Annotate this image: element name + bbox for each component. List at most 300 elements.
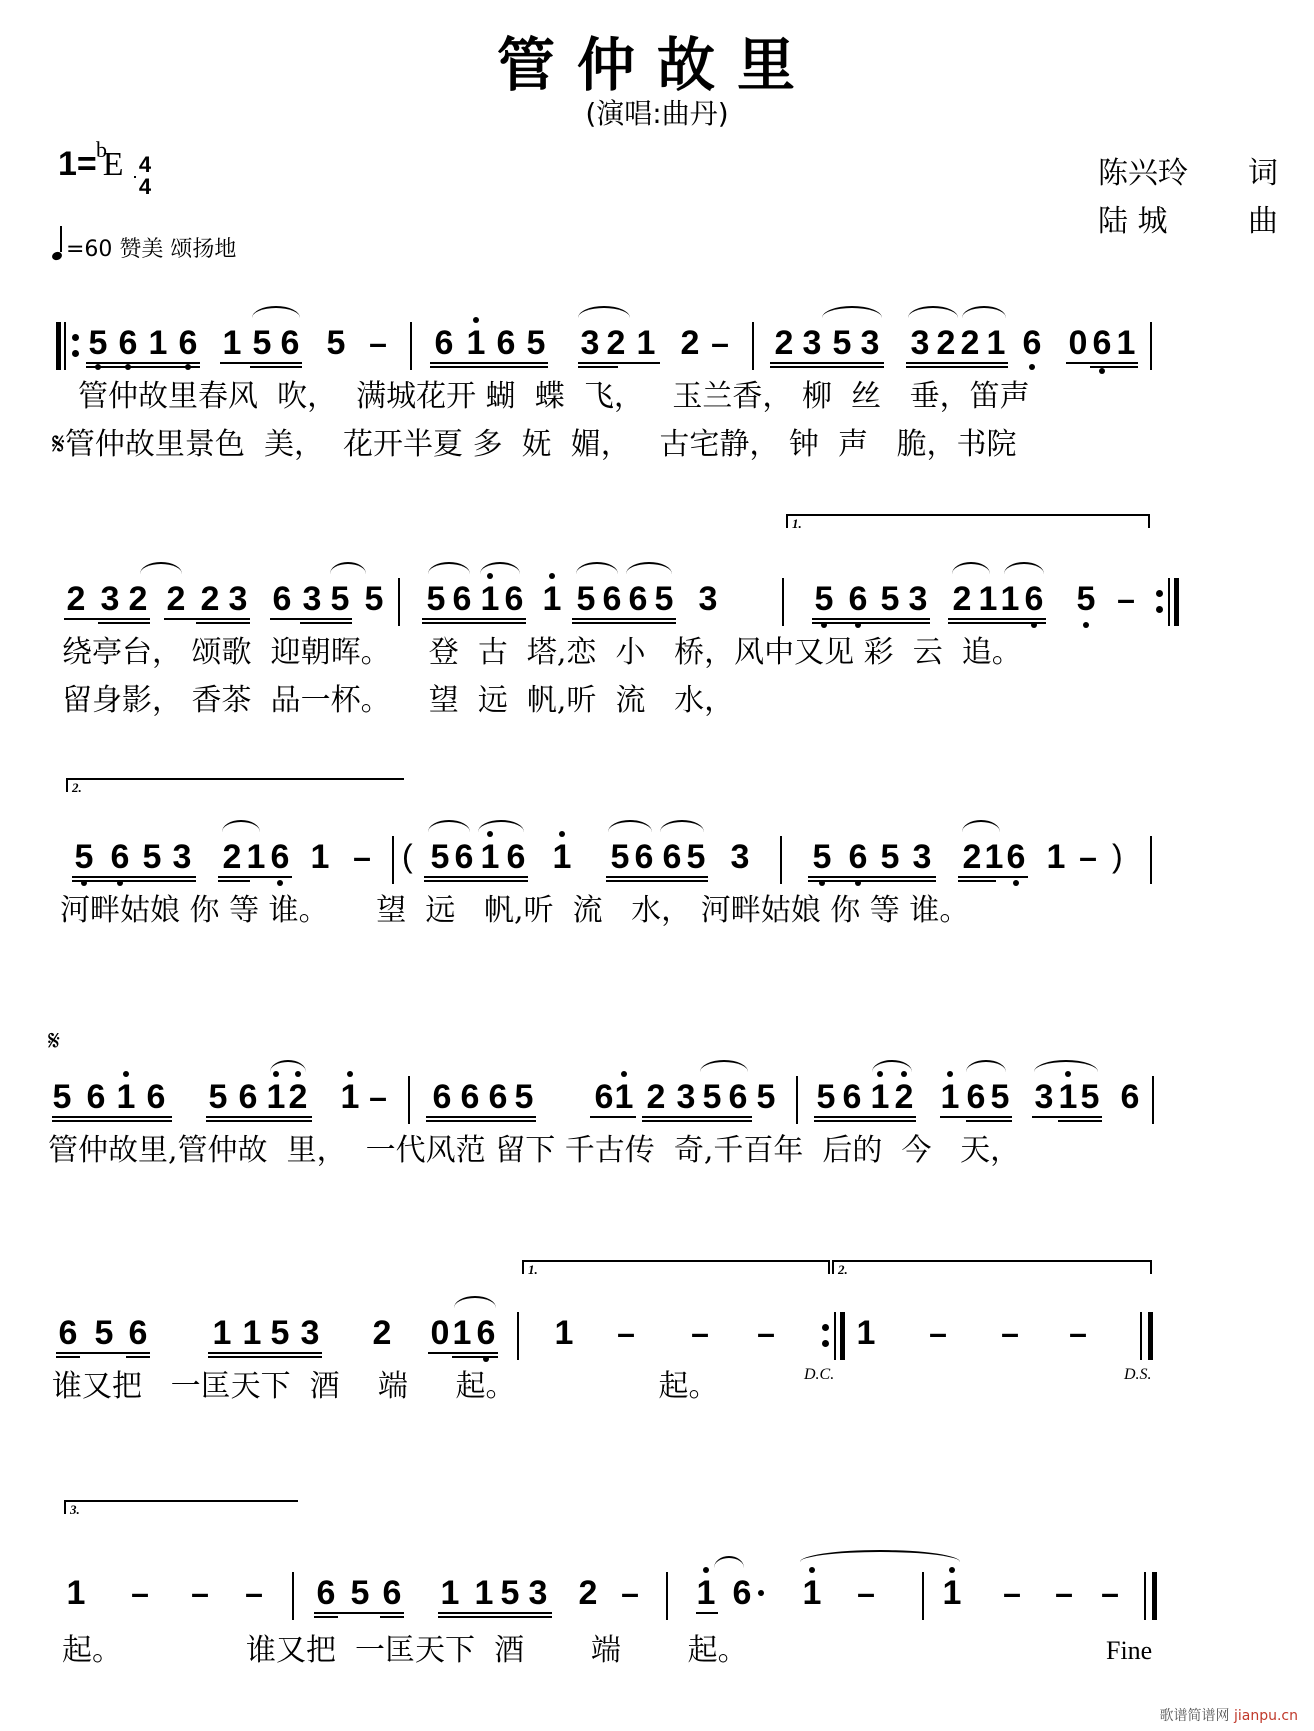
note: 6 <box>110 838 130 876</box>
barline <box>410 322 412 370</box>
note: 5 <box>1076 580 1096 618</box>
note: 1 <box>614 1078 634 1116</box>
volta-label: 2. <box>72 780 82 795</box>
beam-underline <box>220 362 302 364</box>
volta-label: 1. <box>792 516 802 531</box>
volta-label: 3. <box>70 1502 80 1517</box>
note: 3 <box>300 1314 320 1352</box>
dash-extender: – <box>1101 1575 1119 1611</box>
barline <box>1150 322 1152 370</box>
performer-subtitle: (演唱:曲丹) <box>585 97 729 130</box>
ds-marking: D.S. <box>1124 1366 1152 1383</box>
note: 5 <box>880 580 900 618</box>
octave-low-dot <box>1099 368 1105 374</box>
note: 2 <box>774 324 794 362</box>
slur-arc <box>578 306 630 318</box>
note: 5 <box>326 324 346 362</box>
slur-arc <box>576 562 618 574</box>
octave-high-dot <box>949 1567 955 1573</box>
note: 2 <box>894 1078 914 1116</box>
slur-arc <box>962 306 1006 318</box>
note: 5 <box>816 1078 836 1116</box>
beam-underline <box>814 1120 916 1122</box>
note: 1 <box>940 1078 960 1116</box>
beam-underline <box>808 880 936 882</box>
beam-underline <box>578 362 660 364</box>
slur-arc <box>140 562 182 574</box>
note: 6 <box>662 838 682 876</box>
note: 1 <box>222 324 242 362</box>
note: 6 <box>506 838 526 876</box>
note: 6 <box>602 580 622 618</box>
beam-underline <box>1090 366 1138 368</box>
thick-barline <box>840 1312 845 1360</box>
octave-high-dot <box>473 317 479 323</box>
beam-underline <box>380 1616 404 1618</box>
key-do: 1= <box>58 145 97 183</box>
dash-extender: – <box>929 1315 947 1351</box>
note: 5 <box>702 1078 722 1116</box>
dash-extender: – <box>1055 1575 1073 1611</box>
dash-extender: – <box>1079 839 1097 875</box>
note: 1 <box>474 1574 494 1612</box>
fine-marking: Fine <box>1106 1636 1153 1665</box>
beam-underline <box>1058 1120 1102 1122</box>
note: 1 <box>802 1574 822 1612</box>
barline <box>782 578 784 626</box>
volta-label: 1. <box>528 1262 538 1277</box>
repeat-dot <box>72 334 79 341</box>
repeat-dot <box>72 350 79 357</box>
beam-underline <box>206 1116 312 1118</box>
note: 5 <box>426 580 446 618</box>
note: 2 <box>128 580 148 618</box>
barline <box>408 1076 410 1124</box>
note: 2 <box>166 580 186 618</box>
note: 3 <box>910 324 930 362</box>
beam-underline <box>606 876 708 878</box>
beam-underline <box>906 362 1008 364</box>
dash-extender: – <box>369 1079 387 1115</box>
beam-underline <box>300 622 352 624</box>
note: 6 <box>966 1078 986 1116</box>
note: 1 <box>984 838 1004 876</box>
note: 2 <box>606 324 626 362</box>
lyric-verse1: 管仲故里春风 吹， 满城花开 蝴 蝶 飞， 玉兰香， 柳 丝 垂，笛声 <box>78 379 1030 414</box>
note: 6 <box>496 324 516 362</box>
volta-label: 2. <box>838 1262 848 1277</box>
flat-sign: b <box>96 137 107 162</box>
beam-underline <box>424 876 528 878</box>
note: 3 <box>100 580 120 618</box>
beam-underline <box>86 362 200 364</box>
note: 6 <box>146 1078 166 1116</box>
octave-high-dot <box>549 573 555 579</box>
note: 6 <box>58 1314 78 1352</box>
beam-underline <box>126 1356 150 1358</box>
slur-arc <box>714 1556 744 1568</box>
note: 3 <box>908 580 928 618</box>
note: 5 <box>500 1574 520 1612</box>
slur-arc <box>908 306 958 318</box>
note: 5 <box>208 1078 228 1116</box>
note: 3 <box>580 324 600 362</box>
tempo-marking <box>52 230 236 263</box>
repeat-dot <box>1156 606 1163 613</box>
barline <box>834 1312 836 1360</box>
beam-underline <box>218 876 292 878</box>
note: 5 <box>350 1574 370 1612</box>
note: 5 <box>812 838 832 876</box>
note: 2 <box>680 324 700 362</box>
barline <box>392 836 394 884</box>
octave-high-dot <box>559 831 565 837</box>
credits <box>1098 150 1278 246</box>
note: 3 <box>730 838 750 876</box>
note: 5 <box>88 324 108 362</box>
slur-arc <box>822 306 882 318</box>
note: 2 <box>200 580 220 618</box>
beam-underline <box>1066 362 1138 364</box>
note: 6 <box>628 580 648 618</box>
note: 6 <box>842 1078 862 1116</box>
note: 5 <box>990 1078 1010 1116</box>
beam-underline <box>642 1120 752 1122</box>
dash-extender: – <box>857 1575 875 1611</box>
note: 1 <box>480 838 500 876</box>
beam-underline <box>426 1116 536 1118</box>
octave-low-dot <box>1083 622 1089 628</box>
note: 5 <box>142 838 162 876</box>
note: 5 <box>52 1078 72 1116</box>
note: 5 <box>610 838 630 876</box>
dash-extender: – <box>1001 1315 1019 1351</box>
note: 3 <box>172 838 192 876</box>
note: 1 <box>466 324 486 362</box>
barline <box>64 322 66 370</box>
dash-extender: – <box>245 1575 263 1611</box>
lyricist-credit: 陈兴玲 词 <box>1098 156 1278 191</box>
note: 3 <box>912 838 932 876</box>
volta-bracket <box>832 1260 1152 1277</box>
note: 1 <box>66 1574 86 1612</box>
dash-extender: – <box>711 325 729 361</box>
note: 3 <box>698 580 718 618</box>
note: 1 <box>246 838 266 876</box>
note: 5 <box>364 580 384 618</box>
beam-underline <box>696 1612 718 1614</box>
slur-arc <box>872 1060 912 1072</box>
note: 5 <box>252 324 272 362</box>
beam-underline <box>56 1356 80 1358</box>
beam-underline <box>606 880 708 882</box>
barline <box>517 1312 519 1360</box>
note: 1 <box>986 324 1006 362</box>
augmentation-dot <box>758 1590 764 1596</box>
barline <box>922 1572 924 1620</box>
note: 1 <box>1046 838 1066 876</box>
beam-underline <box>208 1352 322 1354</box>
note: 6 <box>128 1314 148 1352</box>
thick-barline <box>1174 578 1179 626</box>
note: 5 <box>94 1314 114 1352</box>
note: 6 <box>432 1078 452 1116</box>
slur-arc <box>1034 1060 1098 1072</box>
thick-barline <box>1152 1572 1157 1620</box>
note: 1 <box>242 1314 262 1352</box>
note: 6 <box>848 838 868 876</box>
slur-arc <box>800 1550 960 1562</box>
slur-arc <box>222 820 260 832</box>
dash-extender: – <box>353 839 371 875</box>
beam-underline <box>52 1116 172 1118</box>
dash-extender: – <box>691 1315 709 1351</box>
slur-arc <box>270 1060 306 1072</box>
lyric-verse1: 起。 谁又把 一匡天下 酒 端 起。 <box>62 1633 748 1668</box>
beam-underline <box>72 880 196 882</box>
beam-underline <box>808 876 936 878</box>
note: 5 <box>756 1078 776 1116</box>
beam-underline <box>98 622 150 624</box>
note: 3 <box>302 580 322 618</box>
watermark: 歌谱简谱网 jianpu.cn <box>1159 1708 1298 1724</box>
octave-high-dot <box>947 1071 953 1077</box>
note: 6 <box>86 1078 106 1116</box>
note: 1 <box>696 1574 716 1612</box>
note: 6 <box>460 1078 480 1116</box>
dc-marking: D.C. <box>804 1366 835 1383</box>
key-letter: E <box>102 146 124 183</box>
note: 6 <box>476 1314 496 1352</box>
repeat-dot <box>1156 590 1163 597</box>
note: 5 <box>814 580 834 618</box>
note: 1 <box>542 580 562 618</box>
beam-underline <box>424 880 528 882</box>
note: 5 <box>576 580 596 618</box>
note: 6 <box>488 1078 508 1116</box>
note: 5 <box>880 838 900 876</box>
barline <box>1144 1572 1146 1620</box>
slur-arc <box>428 562 470 574</box>
beam-underline <box>814 1116 916 1118</box>
barline <box>1152 1076 1154 1124</box>
time-signature <box>132 154 158 198</box>
time-top: 4 <box>138 152 152 177</box>
beam-underline <box>642 1116 752 1118</box>
volta-bracket <box>64 1500 298 1517</box>
slur-arc <box>252 306 300 318</box>
lyric-verse2: 𝄋管仲故里景色 美， 花开半夏 多 妩 媚， 古宅静， 钟 声 脆，书院 <box>52 427 1017 462</box>
barline <box>1150 836 1152 884</box>
octave-high-dot <box>809 1567 815 1573</box>
barline <box>796 1076 798 1124</box>
beam-underline <box>208 1356 322 1358</box>
beam-underline <box>452 1356 498 1358</box>
note: 5 <box>270 1314 290 1352</box>
beam-underline <box>428 1352 498 1354</box>
note: 2 <box>646 1078 666 1116</box>
octave-low-dot <box>1029 364 1035 370</box>
beam-underline <box>64 618 150 620</box>
dash-extender: – <box>191 1575 209 1611</box>
note: 1 <box>212 1314 232 1352</box>
note: 5 <box>330 580 350 618</box>
note: 1 <box>870 1078 890 1116</box>
note: 2 <box>936 324 956 362</box>
slur-arc <box>952 562 990 574</box>
note: 6 <box>594 1078 614 1116</box>
beam-underline <box>948 622 1046 624</box>
note: 6 <box>452 580 472 618</box>
beam-underline <box>314 1616 338 1618</box>
note: 5 <box>74 838 94 876</box>
note: 6 <box>732 1574 752 1612</box>
note: 5 <box>514 1078 534 1116</box>
note: 6 <box>454 838 474 876</box>
beam-underline <box>426 1120 536 1122</box>
note: 0 <box>1068 324 1088 362</box>
note: 6 <box>504 580 524 618</box>
note: 2 <box>960 324 980 362</box>
octave-high-dot <box>347 1071 353 1077</box>
beam-underline <box>770 362 884 364</box>
note: 1 <box>340 1078 360 1116</box>
dash-extender: – <box>621 1575 639 1611</box>
lyric-verse1: 谁又把 一匡天下 酒 端 起。 起。 <box>52 1369 719 1404</box>
note: 6 <box>1006 838 1026 876</box>
note: 5 <box>1080 1078 1100 1116</box>
note: 3 <box>528 1574 548 1612</box>
beam-underline <box>958 876 1028 878</box>
note: 1 <box>310 838 330 876</box>
paren-close: ) <box>1112 838 1123 874</box>
note: 1 <box>440 1574 460 1612</box>
barline <box>292 1572 294 1620</box>
note: 1 <box>1000 580 1020 618</box>
note: 2 <box>952 580 972 618</box>
slur-arc <box>626 562 672 574</box>
slur-arc <box>1004 562 1044 574</box>
beam-underline <box>966 1120 1012 1122</box>
slur-arc <box>966 1060 1006 1072</box>
lyric-verse1: 管仲故里,管仲故 里， 一代风范 留下 千古传 奇,千百年 后的 今 天， <box>48 1133 1021 1168</box>
barline <box>1140 1312 1142 1360</box>
note: 6 <box>1022 324 1042 362</box>
note: 1 <box>636 324 656 362</box>
beam-underline <box>940 1116 1012 1118</box>
note: 1 <box>480 580 500 618</box>
note: 6 <box>280 324 300 362</box>
beam-underline <box>52 1120 172 1122</box>
tempo-text: =60 赞美 颂扬地 <box>66 237 237 262</box>
barline <box>666 1572 668 1620</box>
note: 2 <box>66 580 86 618</box>
note: 1 <box>856 1314 876 1352</box>
note: 6 <box>118 324 138 362</box>
volta-bracket <box>786 514 1150 531</box>
slur-arc <box>330 562 366 574</box>
note: 1 <box>266 1078 286 1116</box>
beam-underline <box>422 622 526 624</box>
note: 1 <box>942 1574 962 1612</box>
beam-underline <box>438 1616 552 1618</box>
beam-underline <box>422 618 526 620</box>
dash-extender: – <box>757 1315 775 1351</box>
slur-arc <box>454 1296 496 1308</box>
note: 3 <box>676 1078 696 1116</box>
note: 5 <box>686 838 706 876</box>
note: 2 <box>288 1078 308 1116</box>
note: 5 <box>430 838 450 876</box>
note: 6 <box>238 1078 258 1116</box>
time-bottom: 4 <box>138 174 152 199</box>
note: 6 <box>434 324 454 362</box>
quarter-note-icon <box>51 251 63 262</box>
dash-extender: – <box>617 1315 635 1351</box>
note: 1 <box>1058 1078 1078 1116</box>
note: 2 <box>962 838 982 876</box>
beam-underline <box>770 366 884 368</box>
beam-underline <box>314 1612 404 1614</box>
barline <box>780 836 782 884</box>
dash-extender: – <box>131 1575 149 1611</box>
lyric-verse1: 河畔姑娘 你 等 谁。 望 远 帆,听 流 水， 河畔姑娘 你 等 谁。 <box>60 893 970 928</box>
beam-underline <box>206 1120 312 1122</box>
beam-underline <box>250 366 302 368</box>
slur-arc <box>480 562 520 574</box>
note: 6 <box>316 1574 336 1612</box>
note: 2 <box>578 1574 598 1612</box>
beam-underline <box>218 880 250 882</box>
note: 6 <box>1092 324 1112 362</box>
beam-underline <box>572 622 676 624</box>
slur-arc <box>700 1060 748 1072</box>
beam-underline <box>196 622 250 624</box>
volta-bracket <box>66 778 404 795</box>
note: 1 <box>116 1078 136 1116</box>
lyric-verse2: 留身影， 香茶 品一杯。 望 远 帆,听 流 水， <box>62 683 735 718</box>
octave-high-dot <box>123 1071 129 1077</box>
beam-underline <box>72 876 196 878</box>
beam-underline <box>578 366 618 368</box>
beam-underline <box>270 618 352 620</box>
note: 6 <box>270 838 290 876</box>
song-title: 管仲故里 <box>496 31 817 99</box>
beam-underline <box>906 366 1008 368</box>
dash-extender: – <box>1117 581 1135 617</box>
note: 6 <box>728 1078 748 1116</box>
note: 6 <box>634 838 654 876</box>
lyric-verse1: 绕亭台， 颂歌 迎朝晖。 登 古 塔,恋 小 桥，风中又见 彩 云 追。 <box>62 635 1022 670</box>
note: 1 <box>554 1314 574 1352</box>
beam-underline <box>812 618 930 620</box>
barline <box>752 322 754 370</box>
note: 5 <box>654 580 674 618</box>
beam-underline <box>572 618 676 620</box>
note: 1 <box>452 1314 472 1352</box>
beam-underline <box>1032 1116 1102 1118</box>
volta-bracket <box>522 1260 830 1277</box>
note: 6 <box>382 1574 402 1612</box>
slur-arc <box>608 820 652 832</box>
note: 1 <box>1116 324 1136 362</box>
thick-barline <box>56 322 61 370</box>
thick-barline <box>1148 1312 1153 1360</box>
note: 1 <box>552 838 572 876</box>
dash-extender: – <box>1069 1315 1087 1351</box>
slur-arc <box>962 820 1000 832</box>
note: 2 <box>372 1314 392 1352</box>
